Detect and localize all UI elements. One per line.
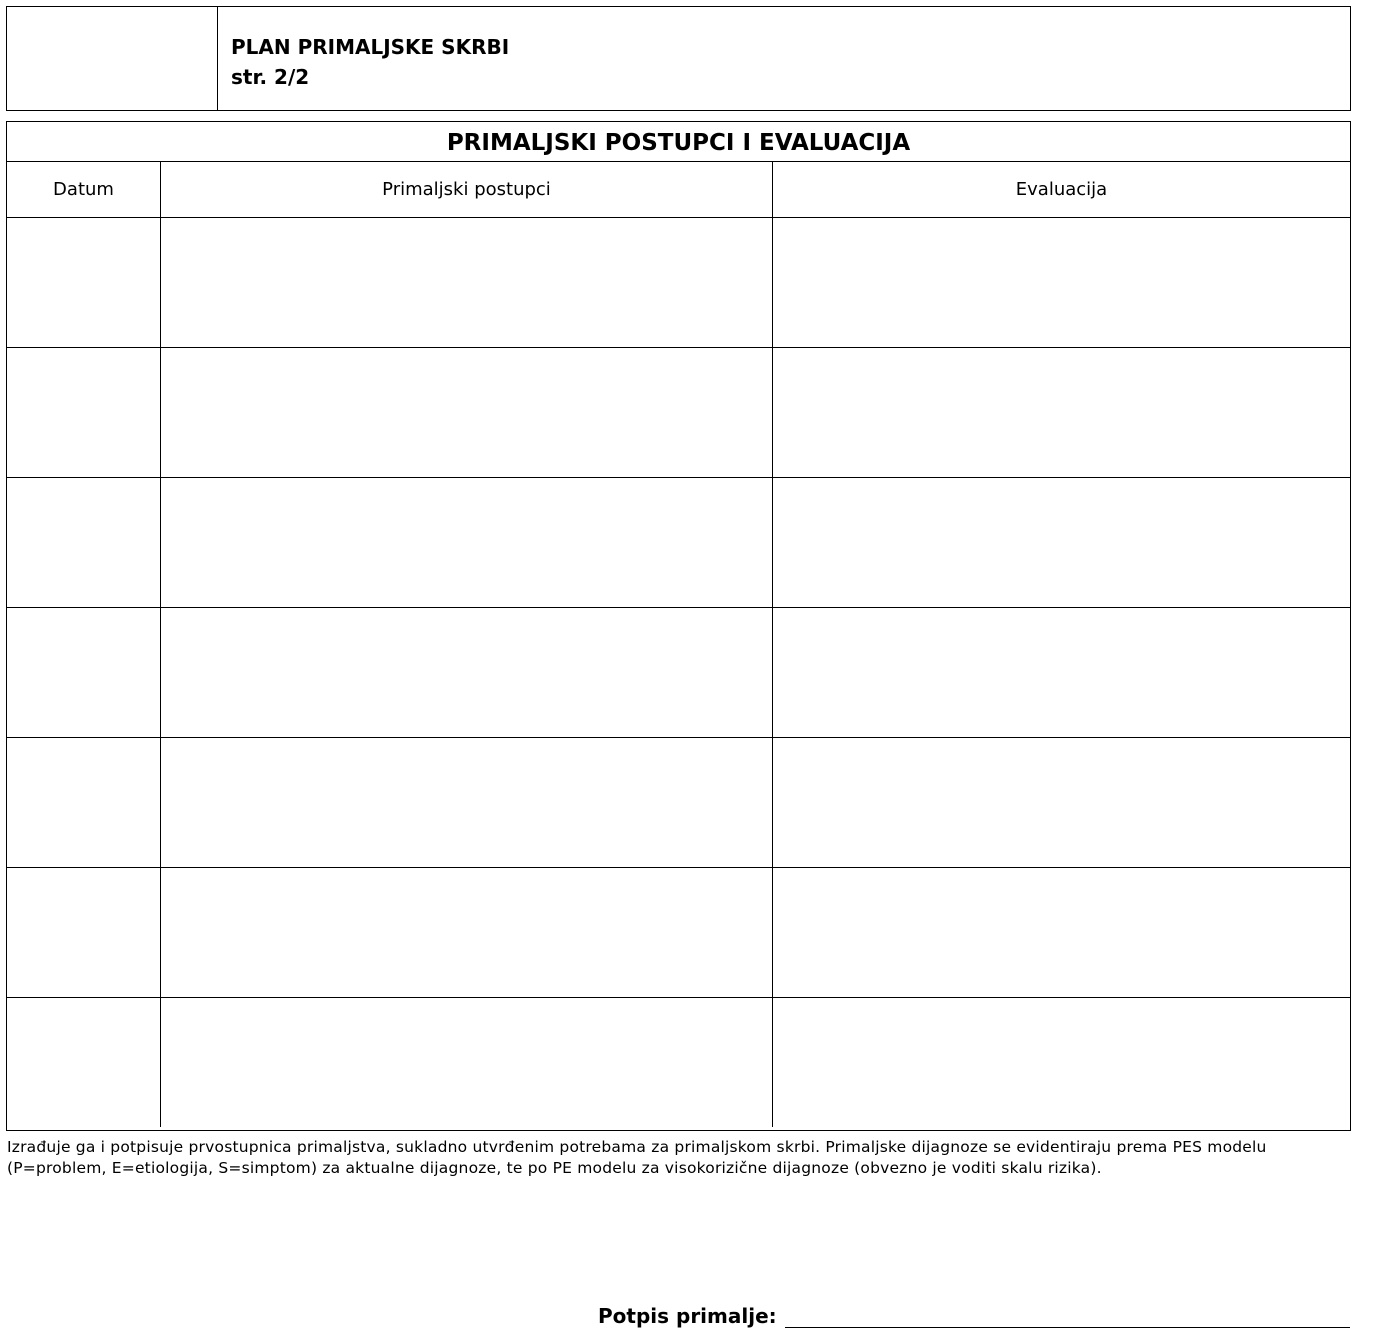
date-cell[interactable] [7,608,161,737]
column-header-procedures: Primaljski postupci [161,162,773,217]
table-row [7,998,1350,1127]
date-cell[interactable] [7,998,161,1127]
table-header-row [7,162,1350,218]
document-header [6,6,1351,111]
procedures-cell[interactable] [161,998,773,1127]
table-row [7,478,1350,608]
procedures-cell[interactable] [161,218,773,347]
page-number: str. 2/2 [231,65,310,89]
column-header-evaluation: Evaluacija [1015,179,1108,200]
header-logo-cell [7,7,218,110]
signature-line[interactable] [785,1305,1350,1328]
signature-label: Potpis primalje: [598,1304,777,1328]
date-cell[interactable] [7,348,161,477]
evaluation-cell[interactable] [773,478,1350,607]
document-title: PLAN PRIMALJSKE SKRBI [231,35,510,59]
care-plan-table [6,121,1351,1131]
procedures-cell[interactable] [161,868,773,997]
date-cell[interactable] [7,218,161,347]
evaluation-cell[interactable] [773,868,1350,997]
evaluation-cell[interactable] [773,738,1350,867]
footnote-line: Izrađuje ga i potpisuje prvostupnica primaljstva, sukladno utvrđenim potrebama za primaljskom skrbi. Primaljske dijagnoze se evidentiraju prema PES modelu [7,1138,1267,1156]
date-cell[interactable] [7,478,161,607]
header-title-cell [218,7,509,110]
date-cell[interactable] [7,738,161,867]
date-cell[interactable] [7,868,161,997]
table-title: PRIMALJSKI POSTUPCI I EVALUACIJA [7,122,1350,162]
procedures-cell[interactable] [161,348,773,477]
table-row [7,868,1350,998]
evaluation-cell[interactable] [773,998,1350,1127]
evaluation-cell[interactable] [773,348,1350,477]
footnote [7,1137,1367,1179]
evaluation-cell[interactable] [773,608,1350,737]
column-header-date: Datum [7,162,161,217]
table-row [7,738,1350,868]
procedures-cell[interactable] [161,478,773,607]
table-row [7,348,1350,478]
procedures-cell[interactable] [161,738,773,867]
procedures-cell[interactable] [161,608,773,737]
table-row [7,218,1350,348]
table-row [7,608,1350,738]
evaluation-cell[interactable] [773,218,1350,347]
signature-block [598,1304,1350,1328]
footnote-line: (P=problem, E=etiologija, S=simptom) za aktualne dijagnoze, te po PE modelu za visokorizične dijagnoze (obvezno je voditi skalu rizika). [7,1159,1102,1177]
